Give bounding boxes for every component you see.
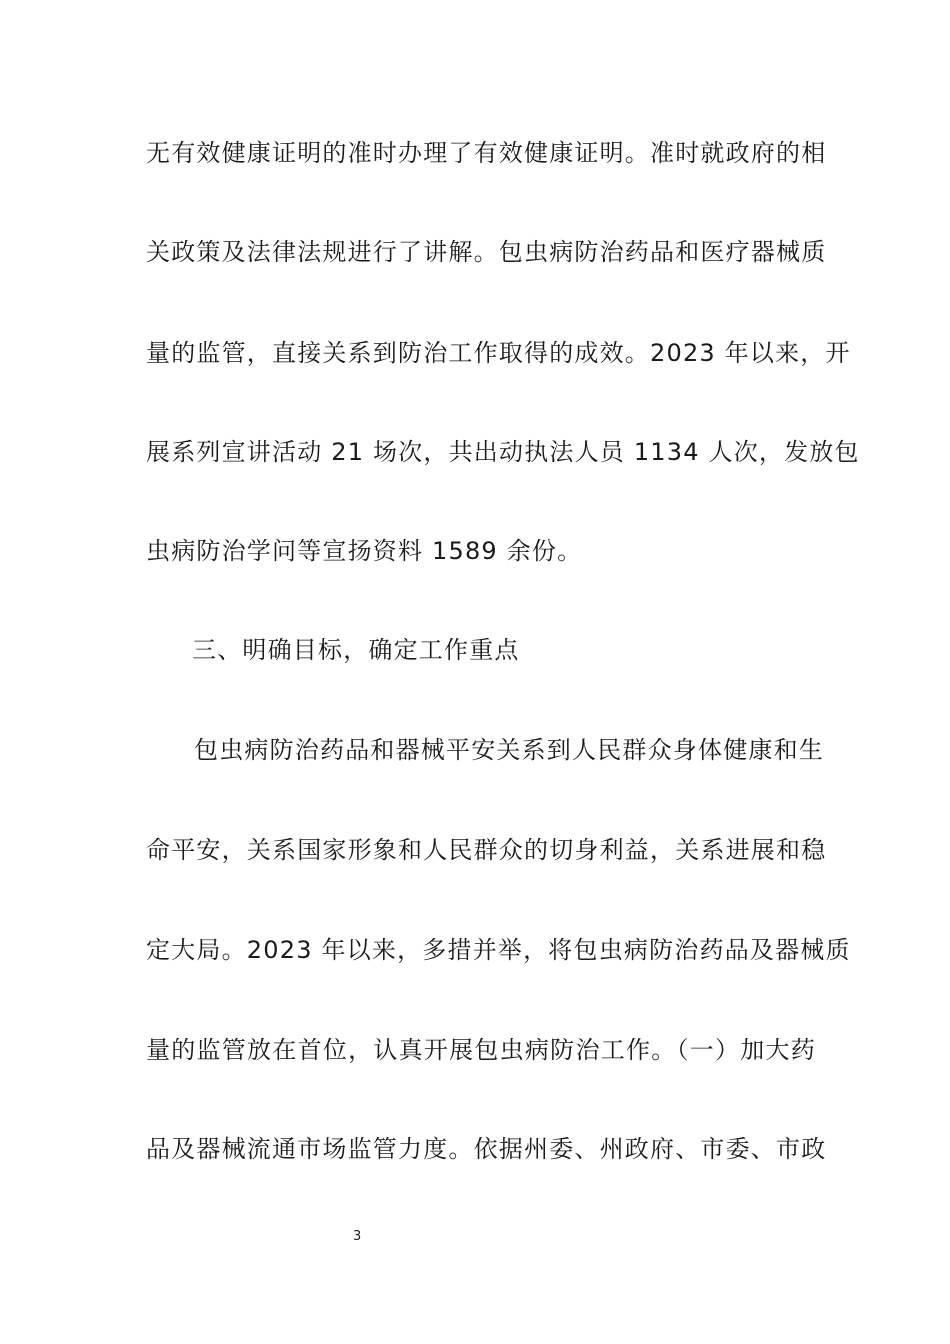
- body-text-line: 虫病防治学问等宣扬资料 1589 余份。: [146, 537, 583, 565]
- body-text-line: 包虫病防治药品和器械平安关系到人民群众身体健康和生: [194, 736, 824, 764]
- body-text-line: 无有效健康证明的准时办理了有效健康证明。准时就政府的相: [146, 139, 827, 167]
- page-number: 3: [353, 1229, 362, 1244]
- body-text-line: 命平安，关系国家形象和人民群众的切身利益，关系进展和稳: [146, 836, 827, 864]
- body-text-line: 量的监管，直接关系到防治工作取得的成效。2023 年以来，开: [146, 339, 851, 367]
- body-text-line: 量的监管放在首位，认真开展包虫病防治工作。（一）加大药: [146, 1036, 816, 1064]
- body-text-line: 展系列宣讲活动 21 场次，共出动执法人员 1134 人次，发放包: [146, 438, 860, 466]
- body-text-line: 品及器械流通市场监管力度。依据州委、州政府、市委、市政: [146, 1135, 827, 1163]
- body-text-line: 定大局。2023 年以来，多措并举，将包虫病防治药品及器械质: [146, 936, 851, 964]
- section-heading: 三、明确目标，确定工作重点: [192, 636, 520, 664]
- body-text-line: 关政策及法律法规进行了讲解。包虫病防治药品和医疗器械质: [146, 238, 827, 266]
